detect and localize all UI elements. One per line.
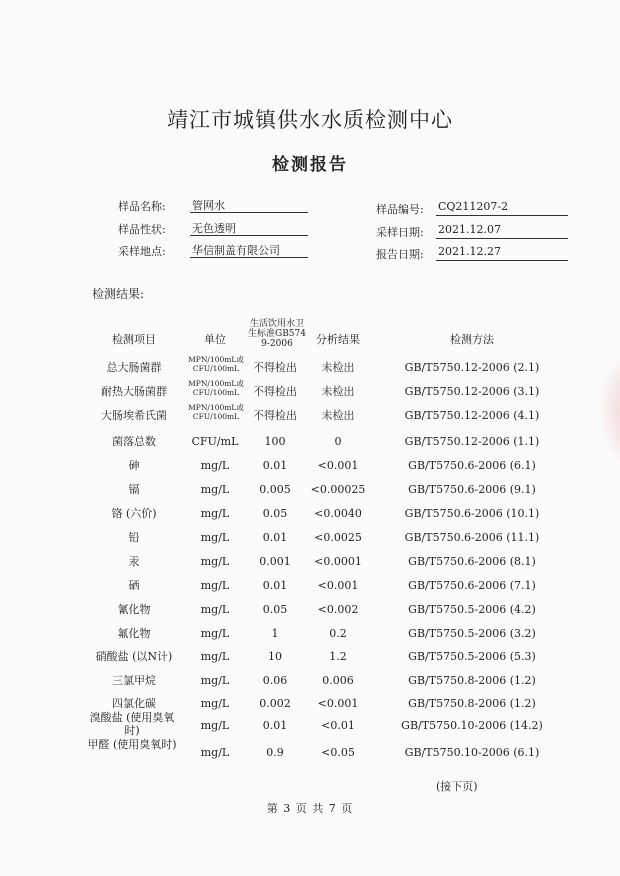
row-unit: mg/L: [200, 650, 230, 663]
row-method: GB/T5750.10-2006 (6.1): [404, 746, 540, 759]
row-standard: 0.05: [262, 507, 288, 520]
row-method: GB/T5750.10-2006 (14.2): [401, 719, 543, 732]
row-unit: mg/L: [200, 459, 230, 472]
row-unit: MPN/100mL或CFU/100mL: [188, 379, 244, 397]
row-standard: 0.01: [262, 719, 288, 732]
row-unit: mg/L: [200, 483, 230, 496]
sample-no-label: 样品编号:: [376, 203, 424, 216]
row-result: 1.2: [329, 650, 347, 663]
row-item: 硝酸盐 (以N计): [95, 650, 173, 663]
report-date-label: 报告日期:: [376, 248, 424, 261]
row-standard: 不得检出: [253, 361, 297, 374]
row-item: 氟化物: [117, 627, 151, 640]
row-result: <0.001: [317, 459, 359, 472]
row-item: 硒: [128, 579, 140, 592]
row-method: GB/T5750.5-2006 (5.3): [408, 650, 536, 663]
row-method: GB/T5750.6-2006 (8.1): [408, 555, 536, 568]
row-standard: 0.01: [262, 531, 288, 544]
row-unit: mg/L: [200, 674, 230, 687]
row-unit: mg/L: [200, 627, 230, 640]
row-method: GB/T5750.5-2006 (4.2): [408, 603, 536, 616]
sample-no-value: CQ211207-2: [436, 200, 568, 216]
location-label: 采样地点:: [118, 245, 166, 258]
row-result: <0.0040: [314, 507, 362, 520]
row-method: GB/T5750.8-2006 (1.2): [408, 697, 536, 710]
row-item: 大肠埃希氏菌: [101, 409, 167, 422]
row-standard: 0.01: [262, 579, 288, 592]
row-method: GB/T5750.6-2006 (6.1): [408, 459, 536, 472]
row-standard: 0.002: [259, 697, 291, 710]
row-result: 未检出: [321, 409, 355, 422]
header-result: 分析结果: [316, 333, 360, 346]
sampling-date-label: 采样日期:: [376, 226, 424, 239]
row-result: <0.01: [321, 719, 355, 732]
row-item: 总大肠菌群: [106, 361, 162, 374]
org-title: 靖江市城镇供水水质检测中心: [167, 108, 453, 132]
row-result: 0: [334, 435, 342, 448]
row-standard: 1: [271, 627, 279, 640]
row-method: GB/T5750.6-2006 (11.1): [404, 531, 540, 544]
row-item: 铬 (六价): [111, 507, 157, 520]
row-unit: mg/L: [200, 555, 230, 568]
table-header: [0, 320, 620, 360]
sample-name-value: 管网水: [190, 197, 308, 213]
row-method: GB/T5750.12-2006 (1.1): [404, 435, 540, 448]
row-unit: MPN/100mL或CFU/100mL: [188, 355, 244, 373]
row-method: GB/T5750.6-2006 (10.1): [404, 507, 540, 520]
row-result: <0.002: [317, 603, 359, 616]
row-item: 汞: [128, 555, 140, 568]
row-standard: 0.06: [262, 674, 288, 687]
row-item: 菌落总数: [112, 435, 156, 448]
sample-nature-label: 样品性状:: [118, 223, 166, 236]
row-item: 耐热大肠菌群: [101, 385, 167, 398]
row-standard: 0.05: [262, 603, 288, 616]
row-method: GB/T5750.12-2006 (4.1): [404, 409, 540, 422]
row-result: <0.0001: [314, 555, 362, 568]
row-standard: 0.001: [259, 555, 291, 568]
row-item: 砷: [128, 459, 140, 472]
sampling-date-value: 2021.12.07: [436, 223, 568, 239]
header-unit: 单位: [204, 333, 226, 346]
row-unit: mg/L: [200, 603, 230, 616]
row-result: <0.0025: [314, 531, 362, 544]
row-item: 四氯化碳: [112, 697, 156, 710]
header-method: 检测方法: [450, 333, 494, 346]
row-result: <0.001: [317, 579, 359, 592]
row-unit: MPN/100mL或CFU/100mL: [188, 403, 244, 421]
continued-note: (接下页): [436, 780, 478, 793]
row-item: 溴酸盐 (使用臭氧时): [89, 711, 175, 737]
row-standard: 0.9: [266, 746, 284, 759]
sample-name-label: 样品名称:: [118, 200, 166, 213]
row-unit: mg/L: [200, 579, 230, 592]
sample-nature-value: 无色透明: [190, 220, 308, 236]
row-result: <0.00025: [310, 483, 366, 496]
row-method: GB/T5750.6-2006 (7.1): [408, 579, 536, 592]
row-method: GB/T5750.8-2006 (1.2): [408, 674, 536, 687]
row-method: GB/T5750.12-2006 (3.1): [404, 385, 540, 398]
row-item: 镉: [128, 483, 140, 496]
report-title: 检测报告: [272, 155, 348, 175]
header-standard: 生活饮用水卫生标准GB5749-2006: [248, 319, 306, 349]
row-item: 铅: [128, 531, 140, 544]
seal-stamp: [598, 350, 620, 470]
row-result: <0.001: [317, 697, 359, 710]
row-unit: mg/L: [200, 719, 230, 732]
row-item: 甲醛 (使用臭氧时): [87, 738, 177, 751]
report-date-value: 2021.12.27: [436, 245, 568, 261]
row-unit: mg/L: [200, 746, 230, 759]
row-result: 0.2: [329, 627, 347, 640]
row-unit: CFU/mL: [191, 435, 239, 448]
row-unit: mg/L: [200, 697, 230, 710]
header-item: 检测项目: [112, 333, 156, 346]
row-result: <0.05: [321, 746, 355, 759]
page-footer: 第 3 页 共 7 页: [266, 802, 354, 815]
row-unit: mg/L: [200, 507, 230, 520]
row-method: GB/T5750.12-2006 (2.1): [404, 361, 540, 374]
row-item: 三氯甲烷: [112, 674, 156, 687]
row-standard: 不得检出: [253, 409, 297, 422]
row-result: 未检出: [321, 361, 355, 374]
row-standard: 0.005: [259, 483, 291, 496]
row-item: 氰化物: [117, 603, 151, 616]
row-unit: mg/L: [200, 531, 230, 544]
row-result: 未检出: [321, 385, 355, 398]
results-section-label: 检测结果:: [92, 287, 145, 301]
row-method: GB/T5750.5-2006 (3.2): [408, 627, 536, 640]
row-standard: 不得检出: [253, 385, 297, 398]
row-standard: 0.01: [262, 459, 288, 472]
row-method: GB/T5750.6-2006 (9.1): [408, 483, 536, 496]
row-result: 0.006: [322, 674, 354, 687]
row-standard: 10: [268, 650, 282, 663]
location-value: 华信制盖有限公司: [190, 242, 308, 258]
row-standard: 100: [264, 435, 286, 448]
